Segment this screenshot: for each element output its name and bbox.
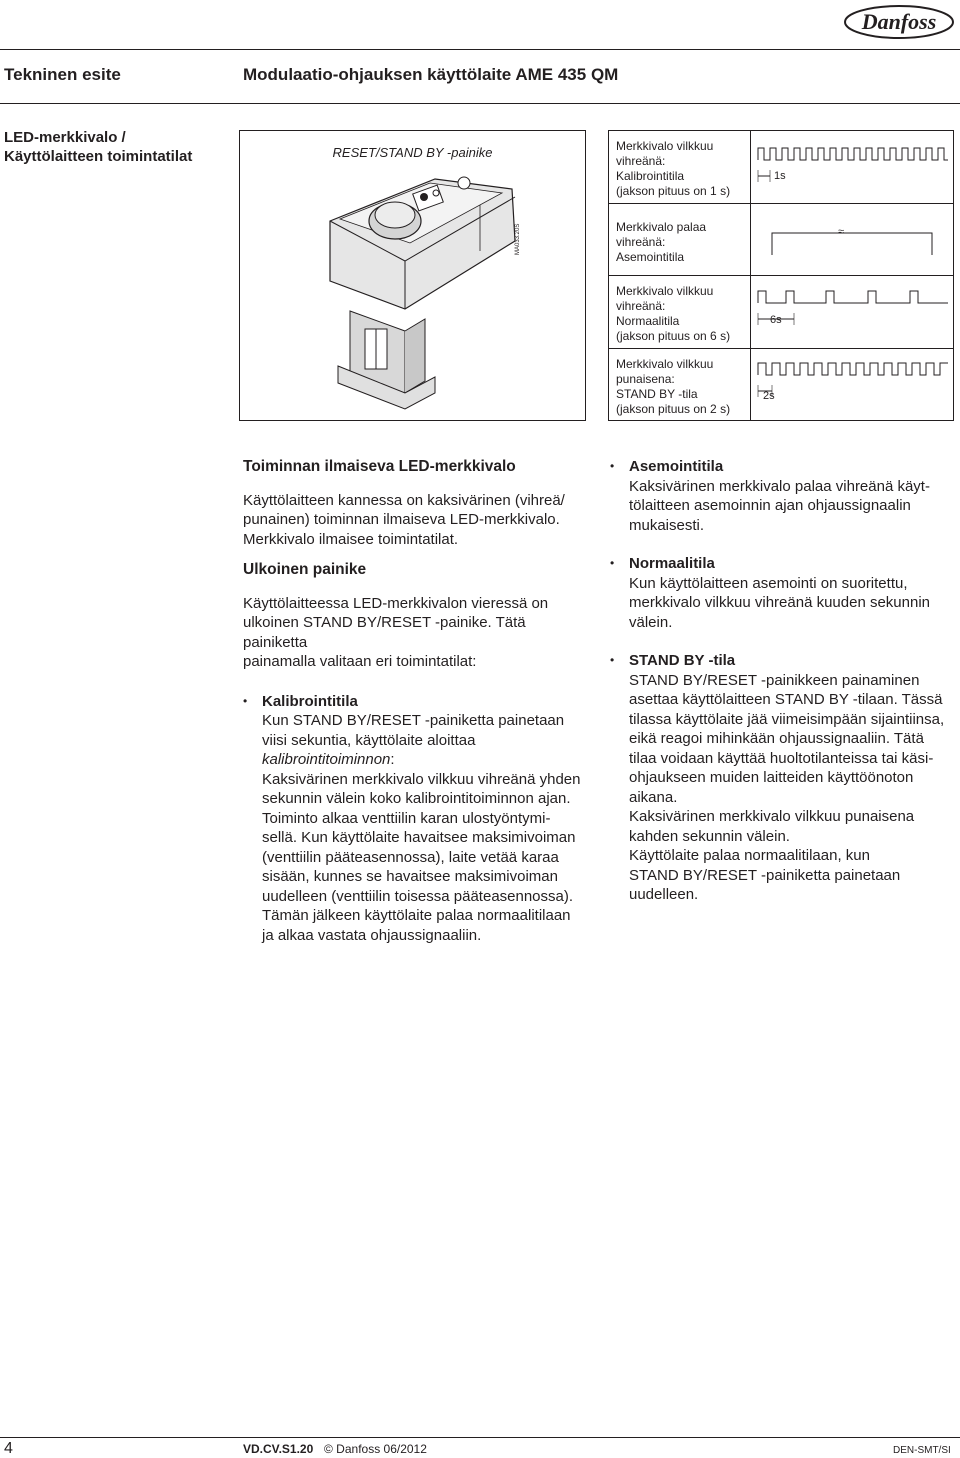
period-label-2s: 2s	[763, 390, 775, 402]
text-line: ohjaukseen muiden laitteiden käyttöönoton	[629, 769, 914, 786]
table-row-normal	[616, 284, 748, 344]
footer-rule	[0, 1437, 960, 1438]
cell-line: punaisena:	[616, 372, 675, 386]
text-line: sisään, kunnes se havaitsee maksimivoiman	[262, 868, 558, 885]
text-line: Kun STAND BY/RESET -painiketta painetaan	[262, 712, 565, 729]
text-line: Käyttölaite palaa normaalitilaan, kun	[629, 847, 870, 864]
bullet-calibration	[243, 692, 593, 946]
table-row-positioning	[616, 220, 748, 265]
bullet-title: Kalibrointitila	[262, 692, 358, 710]
text-line: Kaksivärinen merkkivalo vilkkuu punaisena	[629, 808, 915, 825]
section-side-title	[4, 128, 234, 166]
text-line: Merkkivalo ilmaisee toimintatilat.	[243, 530, 459, 548]
header-doc-title: Modulaatio-ohjauksen käyttölaite AME 435 QM	[243, 65, 619, 84]
table-row-standby	[616, 357, 748, 417]
side-title-line-2: Käyttölaitteen toimintatilat	[4, 148, 193, 165]
text-line: Kaksivärinen merkkivalo vilkkuu vihreänä yhden	[262, 770, 581, 788]
text-line: asettaa käyttölaitteen STAND BY -tilaan. Tässä	[629, 691, 943, 708]
table-row-divider	[608, 203, 954, 204]
bullet-title: Normaalitila	[629, 555, 715, 572]
text-line: tölaitteen asemoinnin ajan ohjaussignaalin	[629, 497, 911, 514]
period-label-1s: 1s	[774, 170, 786, 182]
text-line: Käyttölaitteen kannessa on kaksivärinen (vihreä/	[243, 491, 565, 509]
text-line: tilassa käyttölaite jää viimeisimpään sijaintiinsa,	[629, 710, 945, 728]
cell-line: (jakson pituus on 6 s)	[616, 329, 731, 343]
text-line: viisi sekuntia, käyttölaite aloittaa	[262, 731, 476, 749]
text-line: merkkivalo vilkkuu vihreänä kuuden sekunnin	[629, 594, 930, 611]
text-line: STAND BY/RESET -painikkeen painaminen	[629, 671, 920, 689]
table-row-calibration	[616, 139, 748, 199]
bullet-dot: •	[243, 693, 248, 708]
bullet-dot: •	[610, 556, 615, 570]
side-title-line-1: LED-merkkivalo /	[4, 129, 126, 146]
actuator-figure	[239, 130, 586, 421]
header-left-title: Tekninen esite	[4, 65, 121, 84]
text-line: Tämän jälkeen käyttölaite palaa normaalitilaan	[262, 907, 571, 924]
period-label-steady: ≈	[838, 226, 845, 238]
text-line: ulkoinen STAND BY/RESET -painike. Tätä painiketta	[243, 614, 526, 651]
text-line: Kun käyttölaitteen asemointi on suoritettu,	[629, 574, 908, 592]
bullet-positioning	[610, 457, 956, 535]
waveform-1s	[752, 140, 952, 190]
text-line: kahden sekunnin välein.	[629, 827, 790, 845]
bullet-normal	[610, 554, 956, 632]
bullet-dot: •	[610, 653, 615, 667]
text-line-italic: kalibrointitoiminnon:	[262, 751, 395, 768]
waveform-2s	[752, 355, 952, 405]
bullet-title: STAND BY -tila	[629, 652, 736, 669]
cell-line: (jakson pituus on 2 s)	[616, 402, 731, 416]
text-line: uudelleen.	[629, 886, 699, 903]
cell-line: Normaalitila	[616, 314, 680, 328]
left-column	[243, 457, 593, 945]
footer-doc-code: VD.CV.S1.20	[243, 1442, 314, 1456]
cell-line: vihreänä:	[616, 299, 666, 313]
text-line: painamalla valitaan eri toimintatilat:	[243, 653, 477, 670]
text-line: mukaisesti.	[629, 516, 705, 534]
header-rule	[0, 49, 960, 50]
danfoss-logo	[843, 4, 955, 40]
cell-line: vihreänä:	[616, 154, 666, 168]
table-row-divider	[608, 275, 954, 276]
text-line: Käyttölaitteessa LED-merkkivalon vieressä on	[243, 594, 549, 612]
text-line: ja alkaa vastata ohjaussignaaliin.	[262, 926, 482, 944]
cell-line: Merkkivalo vilkkuu	[616, 139, 714, 153]
text-line: sekunnin välein koko kalibrointitoiminnon ajan.	[262, 790, 571, 807]
text-line: STAND BY/RESET -painiketta painetaan	[629, 866, 901, 884]
section-title-button: Ulkoinen painike	[243, 561, 367, 578]
cell-line: (jakson pituus on 1 s)	[616, 184, 731, 198]
text-line: uudelleen (venttiilin toisessa pääteasennossa).	[262, 887, 574, 905]
text-line: sellä. Kun käyttölaite havaitsee maksimivoiman	[262, 829, 576, 846]
cell-line: Merkkivalo vilkkuu	[616, 284, 714, 298]
cell-line: vihreänä:	[616, 235, 666, 249]
waveform-steady	[752, 215, 952, 265]
figure-caption: RESET/STAND BY -painike	[332, 145, 493, 160]
section-led-text	[243, 491, 593, 550]
footer-lang-code: DEN-SMT/SI	[893, 1445, 951, 1456]
period-label-6s: 6s	[770, 314, 782, 326]
section-button-text	[243, 594, 593, 672]
text-line: punainen) toiminnan ilmaiseva LED-merkkivalo.	[243, 511, 560, 528]
text-line: välein.	[629, 613, 673, 631]
text-line: eikä reagoi mihinkään ohjaussignaaliin. Tätä	[629, 730, 924, 747]
page-number: 4	[4, 1440, 13, 1457]
header-bottom-rule	[0, 103, 960, 104]
cell-line: Asemointitila	[616, 250, 685, 264]
text-line: Toiminto alkaa venttiilin karan ulostyöntymi-	[262, 809, 551, 827]
table-row-divider	[608, 348, 954, 349]
section-title-led: Toiminnan ilmaiseva LED-merkkivalo	[243, 458, 516, 475]
footer-copyright: © Danfoss 06/2012	[324, 1442, 427, 1456]
cell-line: Merkkivalo vilkkuu	[616, 357, 714, 371]
right-column	[610, 457, 956, 905]
bullet-standby	[610, 651, 956, 905]
bullet-title: Asemointitila	[629, 458, 724, 475]
bullet-dot: •	[610, 459, 615, 473]
text-line: (venttiilin pääteasennossa), laite vetää karaa	[262, 848, 559, 866]
text-line: aikana.	[629, 788, 678, 806]
text-line: tilaa voidaan käyttää huoltotilanteissa tai käsi-	[629, 749, 934, 767]
cell-line: STAND BY -tila	[616, 387, 698, 401]
cell-line: Merkkivalo palaa	[616, 220, 707, 234]
figure-code: MA033.20S	[515, 223, 521, 255]
italic-term: kalibrointitoiminnon	[262, 751, 391, 768]
text-line: Kaksivärinen merkkivalo palaa vihreänä käyt-	[629, 477, 930, 495]
brand-wordmark: Danfoss	[861, 9, 937, 34]
actuator-drawing	[240, 131, 585, 420]
waveform-6s	[752, 283, 952, 333]
cell-line: Kalibrointitila	[616, 169, 685, 183]
